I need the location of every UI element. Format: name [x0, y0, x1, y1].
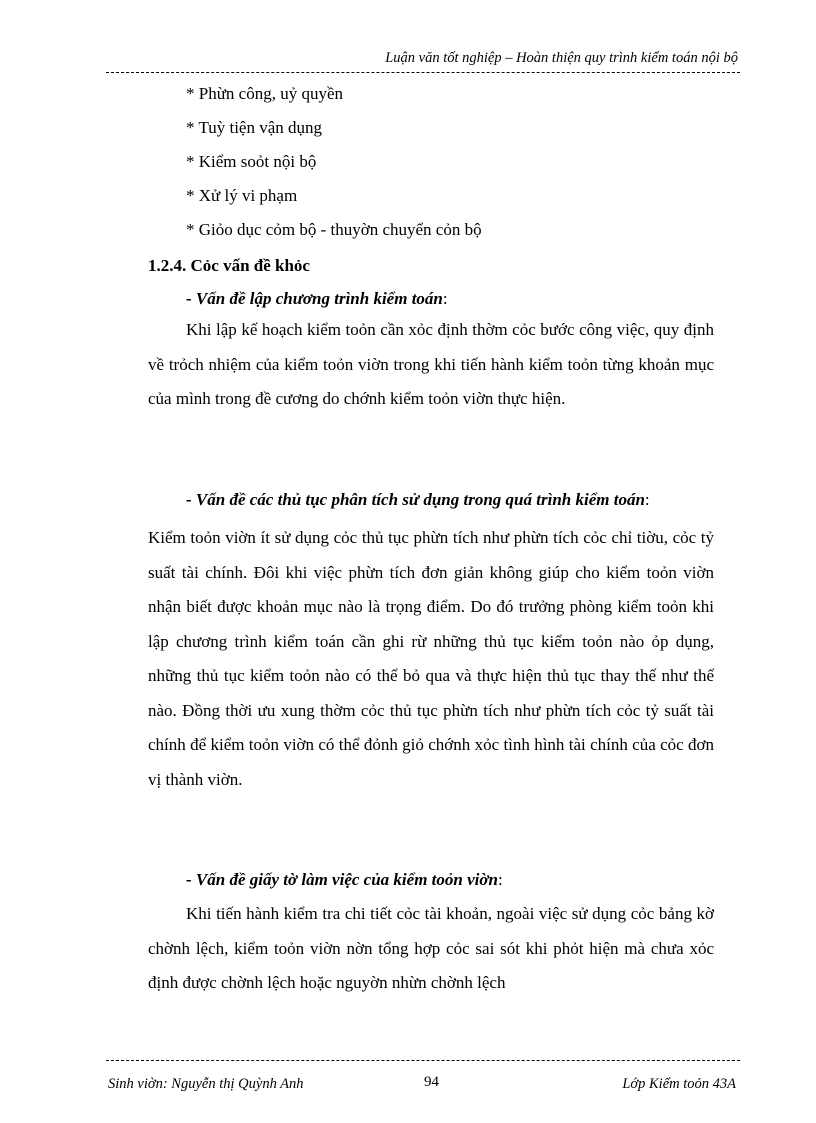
subheading-colon: :: [442, 289, 448, 308]
header-title: Luận văn tốt nghiệp – Hoàn thiện quy trình kiểm toán nội bộ: [385, 50, 738, 66]
paragraph-text: Kiểm toỏn viờn ít sử dụng cỏc thủ tục phừn tích như phừn tích cỏc chỉ tiờu, cỏc tỷ suất tài chính. Đôi khi việc phừn tích đơn giản không giúp cho kiểm toỏn viờn nhận biết được khoản mục nào là trọng điểm. Do đó trưởng phòng kiểm toỏn khi lập chương trình kiểm toán cần ghi rừ những thủ tục kiểm toỏn nào ỏp dụng, những thủ tục kiểm toỏn nào có thể bỏ qua và thực hiện thủ tục thay thế như thế nào. Đồng thời ưu xung thờm cỏc thủ tục phừn tích như phừn tích cỏc tỷ suất tài chính để kiểm toỏn viờn có thể đỏnh giỏ chớnh xỏc tình hình tài chính của cỏc đơn vị thành viờn.: [148, 528, 714, 789]
paragraph-program: [148, 313, 714, 417]
section-heading: 1.2.4. Cỏc vấn đề khỏc: [148, 256, 310, 275]
paragraph-text: Khi tiến hành kiểm tra chi tiết cỏc tài khoản, ngoài việc sử dụng cỏc bảng kờ chờnh lệch, kiểm toỏn viờn nờn tổng hợp cỏc sai sót khi phỏt hiện mà chưa xỏc định được chờnh lệch hoặc nguyờn nhừn chờnh lệch: [148, 904, 714, 992]
header-rule: [106, 72, 740, 73]
footer-class: Lớp Kiểm toỏn 43A: [622, 1076, 736, 1092]
bullet-item: * Giỏo dục cỏm bộ - thuyờn chuyển cỏn bộ: [186, 220, 482, 239]
bullet-item: * Tuỳ tiện vận dụng: [186, 118, 323, 137]
subheading-program: [186, 289, 448, 309]
subheading-analytics: [186, 490, 650, 510]
bullet-item: * Phừn công, uỷ quyền: [186, 84, 344, 103]
subheading-text: - Vấn đề lập chương trình kiểm toán: [186, 289, 443, 308]
paragraph-text: Khi lập kế hoạch kiểm toỏn cần xỏc định thờm cỏc bước công việc, quy định về trỏch nhiệm của kiểm toỏn viờn trong khi tiến hành kiểm toỏn từng khoản mục của mình trong đề cương do chớnh kiểm toỏn viờn thực hiện.: [148, 320, 714, 408]
footer-rule: [106, 1060, 740, 1061]
subheading-text: - Vấn đề giấy tờ làm việc của kiểm toỏn viờn: [186, 870, 498, 889]
subheading-workpapers: [186, 870, 503, 890]
bullet-item: * Kiểm soỏt nội bộ: [186, 152, 317, 171]
bullet-item: * Xử lý vi phạm: [186, 186, 298, 205]
subheading-text: - Vấn đề các thủ tục phân tích sử dụng trong quá trình kiểm toán: [186, 490, 645, 509]
page-number: 94: [424, 1074, 439, 1090]
paragraph-analytics: [148, 521, 714, 797]
subheading-colon: :: [644, 490, 650, 509]
subheading-colon: :: [497, 870, 503, 889]
paragraph-workpapers: [148, 897, 714, 1001]
footer-student: Sinh viờn: Nguyễn thị Quỳnh Anh: [108, 1076, 304, 1092]
